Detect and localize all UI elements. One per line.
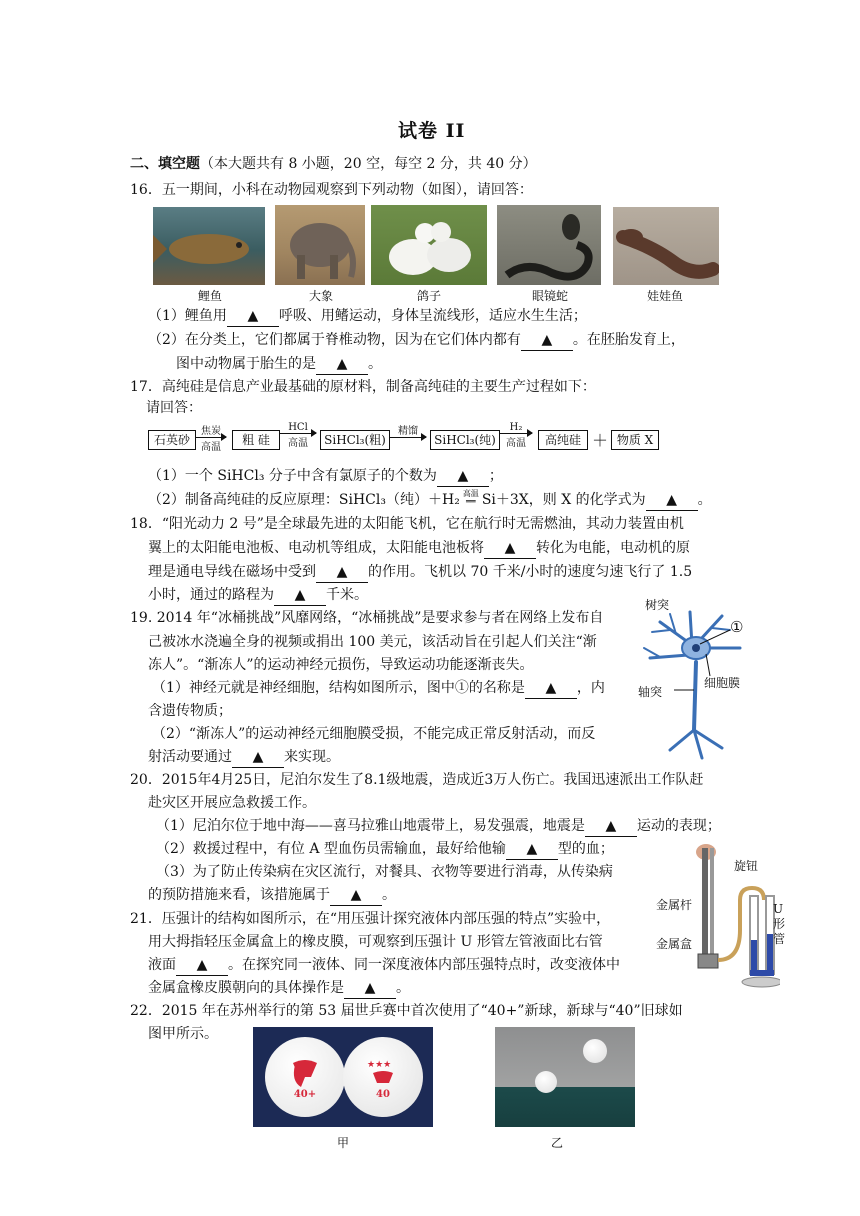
svg-text:★★★: ★★★ <box>367 1060 392 1070</box>
q17-stem: 17．高纯硅是信息产业最基础的原材料，制备高纯硅的主要生产过程如下： <box>130 379 596 395</box>
q20-line1: 20．2015年4月25日，尼泊尔发生了8.1级地震，造成近3万人伤亡。我国迅速派出工作队赶 <box>130 772 704 788</box>
ball-low-icon <box>535 1071 557 1093</box>
q17-part1: （1）一个 SiHCl₃ 分子中含有氯原子的个数为 ▲ ； <box>148 466 503 487</box>
caption-jia: 甲 <box>336 1136 349 1150</box>
label-metal-rod: 金属杆 <box>656 898 693 912</box>
q20-line6: 的预防措施来看，该措施属于 ▲ 。 <box>148 885 396 906</box>
label-metal-box: 金属盒 <box>656 937 693 951</box>
cobra-icon <box>497 205 601 285</box>
ball-40plus-icon: 40+ <box>265 1037 345 1117</box>
answer-blank[interactable]: ▲ <box>521 330 573 351</box>
caption-cobra: 眼镜蛇 <box>531 289 568 303</box>
q22-line2: 图甲所示。 <box>148 1026 218 1042</box>
label-dendrite: 树突 <box>645 598 670 612</box>
label-cell-membrane: 细胞膜 <box>704 676 741 690</box>
carp-photo <box>153 207 265 285</box>
flow-arrow-3: 精馏 <box>390 422 426 438</box>
pigeon-icon <box>371 205 487 285</box>
q20-line5: （3）为了防止传染病在灾区流行，对餐具、衣物等要进行消毒，从传染病 <box>156 864 613 880</box>
answer-blank[interactable]: ▲ <box>437 466 489 487</box>
q19-line3: 冻人”。“渐冻人”的运动神经元损伤，导致运动功能逐渐丧失。 <box>148 657 534 673</box>
salamander-photo <box>613 207 719 285</box>
q18-line4: 小时，通过的路程为 ▲ 千米。 <box>148 585 368 606</box>
salamander-icon <box>613 207 719 285</box>
answer-blank[interactable]: ▲ <box>227 306 279 327</box>
flow-box-sihcl3-pure: SiHCl₃(纯) <box>430 430 500 450</box>
answer-blank[interactable]: ▲ <box>316 354 368 375</box>
answer-blank[interactable]: ▲ <box>232 747 284 768</box>
section-heading <box>130 154 537 174</box>
q16-part1: （1）鲤鱼用 ▲ 呼吸、用鳍运动，身体呈流线形，适应水生生活； <box>148 306 587 327</box>
q20-line2: 赴灾区开展应急救援工作。 <box>148 795 316 811</box>
q20-line3: （1）尼泊尔位于地中海——喜马拉雅山地震带上，易发强震，地震是 ▲ 运动的表现； <box>156 816 721 837</box>
q19-line7: 射活动要通过 ▲ 来实现。 <box>148 747 340 768</box>
photo-balls-jia <box>253 1027 433 1127</box>
q16-part2: （2）在分类上，它们都属于脊椎动物，因为在它们体内都有 ▲ 。在胚胎发育上， <box>148 330 685 351</box>
q21-line2: 用大拇指轻压金属盒上的橡皮膜，可观察到压强计 U 形管左管液面比右管 <box>148 934 603 950</box>
q18-line3: 理是通电导线在磁场中受到 ▲ 的作用。飞机以 70 千米/小时的速度匀速飞行了 1.5 <box>148 562 692 583</box>
q22-line1: 22．2015 年在苏州举行的第 53 届世乒赛中首次使用了“40+”新球，新球与“40”旧球如 <box>130 1003 683 1019</box>
caption-salamander: 娃娃鱼 <box>646 289 683 303</box>
q18-line1: 18．“阳光动力 2 号”是全球最先进的太阳能飞机，它在航行时无需燃油，其动力装置由机 <box>130 516 684 532</box>
elephant-icon <box>275 205 365 285</box>
flow-arrow-4: H₂ 高温 <box>500 422 532 449</box>
answer-blank[interactable]: ▲ <box>525 678 577 699</box>
q18-line2: 翼上的太阳能电池板、电动机等组成，太阳能电池板将 ▲ 转化为电能，电动机的原 <box>148 538 690 559</box>
q17-part2: （2）制备高纯硅的反应原理：SiHCl₃（纯）＋H₂ 高温 ══ Si＋3X，则 X 的化学式为 ▲ 。 <box>148 490 712 511</box>
q16-stem: 16．五一期间，小科在动物园观察到下列动物（如图），请回答： <box>130 182 533 198</box>
answer-blank[interactable]: ▲ <box>506 839 558 860</box>
elephant-photo <box>275 205 365 285</box>
reaction-condition: 高温 ══ <box>462 489 479 506</box>
pigeon-photo <box>371 205 487 285</box>
flow-arrow-2: HCl 高温 <box>280 422 316 449</box>
caption-elephant: 大象 <box>308 289 333 303</box>
page-title: 试卷 II <box>398 120 466 142</box>
metal-box <box>698 954 718 968</box>
answer-blank[interactable]: ▲ <box>646 490 698 511</box>
gauge-base <box>742 977 780 987</box>
flow-box-quartz: 石英砂 <box>148 430 196 450</box>
q19-line4: （1）神经元就是神经细胞，结构如图所示，图中①的名称是 ▲ ，内 <box>152 678 605 699</box>
section-note: （本大题共有 8 小题，20 空，每空 2 分，共 40 分） <box>200 156 537 172</box>
cobra-photo <box>497 205 601 285</box>
answer-blank[interactable]: ▲ <box>585 816 637 837</box>
flow-box-sihcl3-crude: SiHCl₃(粗) <box>320 430 390 450</box>
flow-box-substance-x: 物质 X <box>611 430 659 450</box>
flow-arrow-1: 焦炭 高温 <box>196 422 226 453</box>
ball-high-icon <box>583 1039 607 1063</box>
q21-line1: 21．压强计的结构如图所示，在“用压强计探究液体内部压强的特点”实验中， <box>130 911 611 927</box>
label-axon: 轴突 <box>638 685 663 699</box>
photo-balls-yi <box>495 1027 635 1127</box>
q21-line3: 液面 ▲ 。在探究同一液体、同一深度液体内部压强特点时，改变液体中 <box>148 955 620 976</box>
caption-carp: 鲤鱼 <box>197 289 222 303</box>
metal-rod <box>702 848 708 960</box>
answer-blank[interactable]: ▲ <box>316 562 368 583</box>
q21-line4: 金属盒橡皮膜朝向的具体操作是 ▲ 。 <box>148 978 410 999</box>
label-circle-one: ① <box>730 618 744 636</box>
section-label: 二、填空题 <box>130 156 200 172</box>
label-u-tube: U 形 管 <box>773 902 786 946</box>
q19-line5: 含遗传物质； <box>148 703 232 719</box>
flow-box-pure-si: 高纯硅 <box>538 430 588 450</box>
answer-blank[interactable]: ▲ <box>176 955 228 976</box>
q20-line4: （2）救援过程中，有位 A 型血伤员需输血，最好给他输 ▲ 型的血； <box>156 839 614 860</box>
q17-ask: 请回答： <box>146 400 202 416</box>
q19-line2: 己被冰水浇遍全身的视频或捐出 100 美元，该活动旨在引起人们关注“渐 <box>148 634 597 650</box>
label-knob: 旋钮 <box>734 859 759 873</box>
flow-plus: ＋ <box>592 431 609 450</box>
q16-part2-cont: 图中动物属于胎生的是 ▲ 。 <box>176 354 382 375</box>
flow-box-crude-si: 粗 硅 <box>232 430 280 450</box>
caption-pigeon: 鸽子 <box>416 289 441 303</box>
carp-icon <box>153 207 265 285</box>
q19-line1: 19. 2014 年“冰桶挑战”风靡网络，“冰桶挑战”是要求参与者在网络上发布自 <box>130 610 604 626</box>
answer-blank[interactable]: ▲ <box>344 978 396 999</box>
caption-yi: 乙 <box>550 1136 563 1150</box>
answer-blank[interactable]: ▲ <box>330 885 382 906</box>
pressure-gauge-diagram <box>680 840 780 990</box>
answer-blank[interactable]: ▲ <box>484 538 536 559</box>
q19-line6: （2）“渐冻人”的运动神经元细胞膜受损，不能完成正常反射活动，而反 <box>152 726 596 742</box>
answer-blank[interactable]: ▲ <box>274 585 326 606</box>
neuron-nucleus <box>692 644 700 652</box>
ball-40-icon: ★★★ 40 <box>343 1037 423 1117</box>
